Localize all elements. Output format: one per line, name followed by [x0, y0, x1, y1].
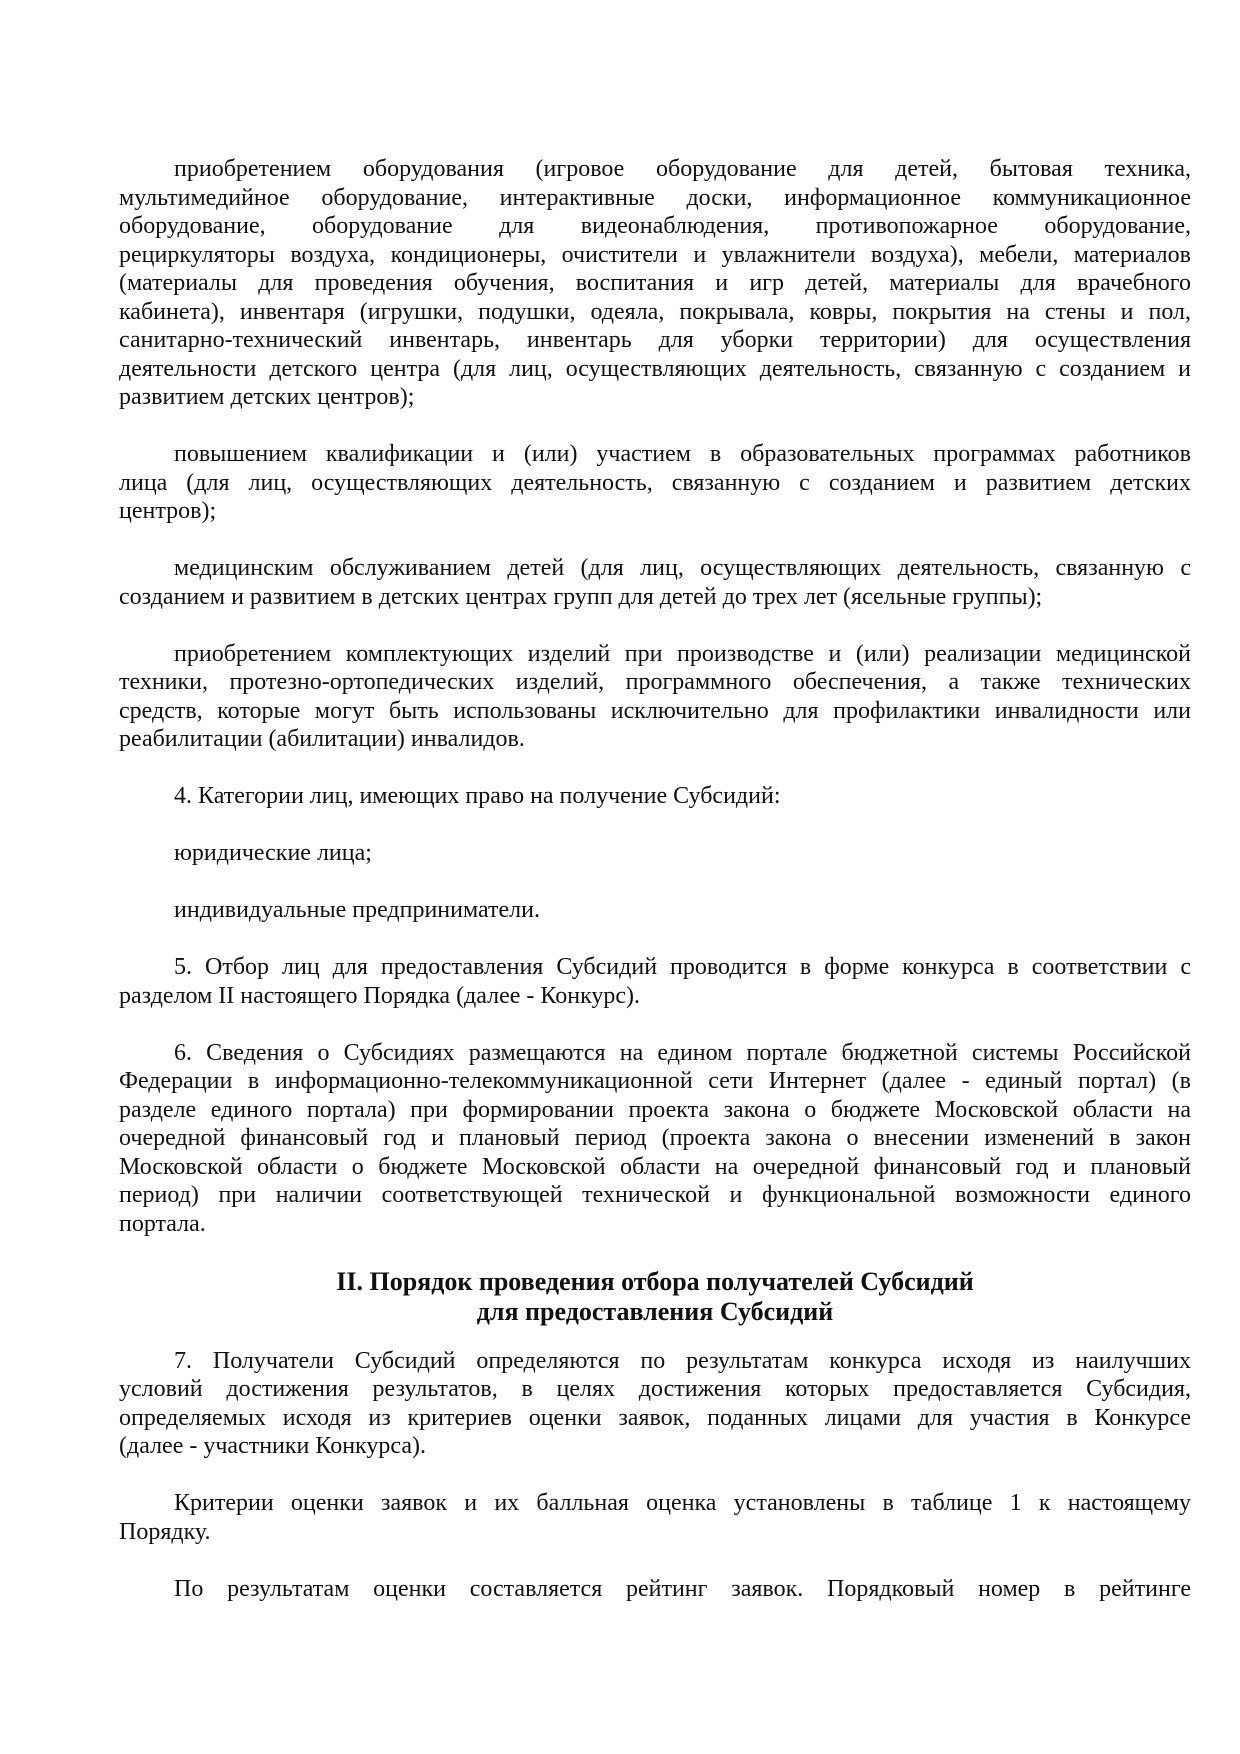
text-line: Московской области о бюджете Московской области на очередной финансовый год и плановый	[119, 1153, 1191, 1180]
text-line: медицинским обслуживанием детей (для лиц, осуществляющих деятельность, связанную с	[174, 555, 1191, 581]
text-line: юридические лица;	[174, 840, 372, 866]
heading-line: для предоставления Субсидий	[476, 1296, 834, 1326]
paragraph	[119, 896, 1191, 925]
text-line: повышением квалификации и (или) участием в образовательных программах работников	[174, 441, 1191, 467]
text-line: 4. Категории лиц, имеющих право на получение Субсидий:	[174, 783, 781, 809]
text-line: период) при наличии соответствующей технической и функциональной возможности единого	[119, 1182, 1191, 1208]
text-line: средств, которые могут быть использованы исключительно для профилактики инвалидности или	[119, 697, 1191, 724]
text-line: приобретением оборудования (игровое оборудование для детей, бытовая техника,	[174, 156, 1191, 182]
paragraph	[119, 1489, 1191, 1546]
text-line: реабилитации (абилитации) инвалидов.	[119, 726, 525, 752]
text-line: созданием и развитием в детских центрах групп для детей до трех лет (ясельные группы);	[119, 583, 1043, 610]
text-line: портала.	[119, 1210, 206, 1237]
section-i-continuation	[119, 155, 1191, 1238]
text-line: разделе единого портала) при формировании проекта закона о бюджете Московской области на	[119, 1096, 1191, 1123]
section-ii-body	[119, 1347, 1191, 1604]
paragraph	[119, 953, 1191, 1010]
text-line: рециркуляторы воздуха, кондиционеры, очистители и увлажнители воздуха), мебели, материалов	[119, 241, 1191, 268]
text-line: условий достижения результатов, в целях достижения которых предоставляется Субсидия,	[119, 1376, 1191, 1402]
text-line: очередной финансовый год и плановый период (проекта закона о внесении изменений в закон	[119, 1125, 1191, 1151]
text-line: По результатам оценки составляется рейтинг заявок. Порядковый номер в рейтинге	[174, 1575, 1191, 1602]
text-line: развитием детских центров);	[119, 384, 415, 410]
text-line: 5. Отбор лиц для предоставления Субсидий проводится в форме конкурса в соответствии с	[174, 954, 1191, 980]
paragraph	[119, 839, 1191, 868]
text-line: (материалы для проведения обучения, воспитания и игр детей, материалы для врачебного	[119, 270, 1191, 296]
text-line: оборудование, оборудование для видеонаблюдения, противопожарное оборудование,	[119, 213, 1191, 239]
text-line: (далее - участники Конкурса).	[119, 1433, 426, 1459]
paragraph	[119, 554, 1191, 611]
text-line: разделом II настоящего Порядка (далее - Конкурс).	[119, 982, 641, 1009]
text-line: Федерации в информационно-телекоммуникационной сети Интернет (далее - единый портал) (в	[119, 1068, 1191, 1094]
text-line: Порядку.	[119, 1518, 211, 1545]
paragraph	[119, 1039, 1191, 1239]
text-line: определяемых исходя из критериев оценки заявок, поданных лицами для участия в Конкурсе	[119, 1404, 1191, 1431]
text-line: техники, протезно-ортопедических изделий, программного обеспечения, а также технических	[119, 669, 1191, 695]
text-line: 6. Сведения о Субсидиях размещаются на едином портале бюджетной системы Российской	[174, 1039, 1191, 1066]
paragraph	[119, 1575, 1191, 1604]
text-line: деятельности детского центра (для лиц, осуществляющих деятельность, связанную с созданием и	[119, 355, 1191, 382]
text-line: санитарно-технический инвентарь, инвентарь для уборки территории) для осуществления	[119, 327, 1191, 353]
document-page	[119, 155, 1191, 1632]
text-line: кабинета), инвентаря (игрушки, подушки, одеяла, покрывала, ковры, покрытия на стены и пол,	[119, 298, 1191, 325]
paragraph	[119, 640, 1191, 754]
heading-line: II. Порядок проведения отбора получателей Субсидий	[336, 1266, 974, 1296]
text-line: центров);	[119, 498, 217, 524]
paragraph	[119, 440, 1191, 526]
paragraph	[119, 782, 1191, 811]
text-line: лица (для лиц, осуществляющих деятельность, связанную с созданием и развитием детских	[119, 469, 1191, 496]
text-line: Критерии оценки заявок и их балльная оценка установлены в таблице 1 к настоящему	[174, 1490, 1191, 1516]
text-line: приобретением комплектующих изделий при производстве и (или) реализации медицинской	[174, 640, 1191, 667]
text-line: 7. Получатели Субсидий определяются по результатам конкурса исходя из наилучших	[174, 1347, 1191, 1374]
text-line: мультимедийное оборудование, интерактивные доски, информационное коммуникационное	[119, 184, 1191, 211]
paragraph	[119, 1347, 1191, 1461]
text-line: индивидуальные предприниматели.	[174, 897, 540, 923]
section-heading	[119, 1267, 1191, 1327]
paragraph	[119, 155, 1191, 412]
